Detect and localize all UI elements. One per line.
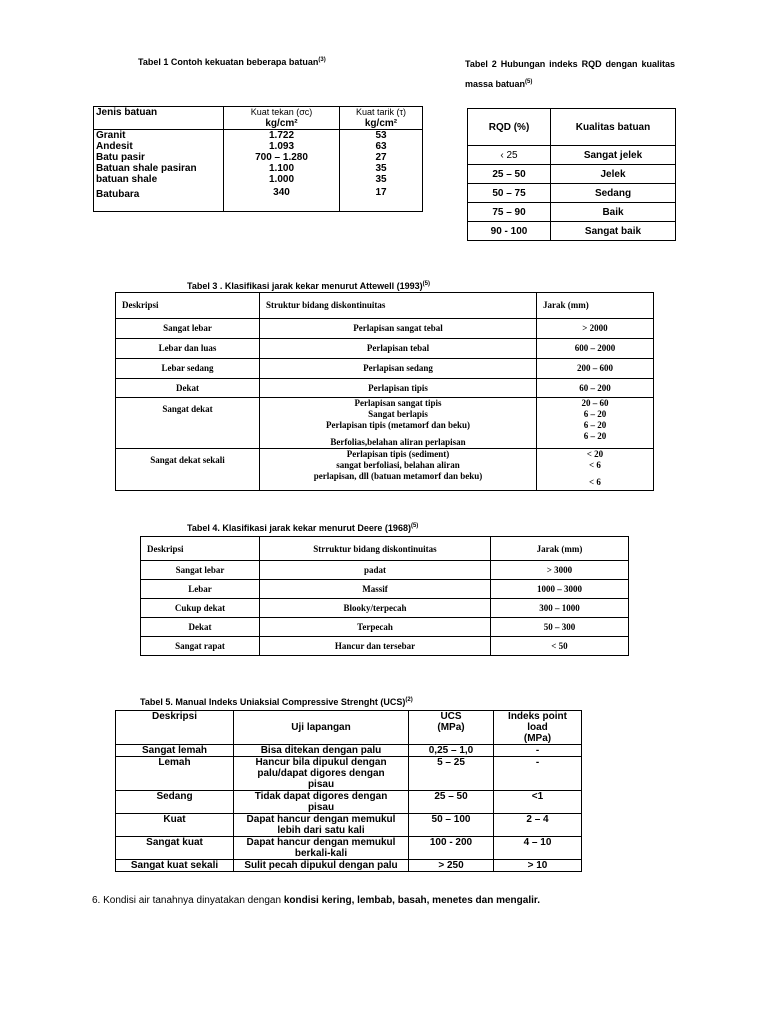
table-row: 50 – 75 Sedang	[468, 184, 676, 203]
table2-header-rqd: RQD (%)	[468, 109, 551, 146]
table-row: Sangat lemah Bisa ditekan dengan palu 0,25 – 1,0 -	[116, 745, 582, 757]
table4-header-struktur: Strruktur bidang diskontinuitas	[260, 537, 491, 561]
table5-header-ucs: UCS (MPa)	[409, 711, 494, 745]
table4-caption: Tabel 4. Klasifikasi jarak kekar menurut Deere $(1968)^{(5)}$	[187, 523, 419, 533]
table4-header-row	[141, 537, 629, 561]
table-row: Sangat lebar padat > 3000	[141, 561, 629, 580]
table3	[115, 292, 654, 491]
table-row: Granit 1.722 53	[94, 130, 423, 142]
table-row: Lebar Massif 1000 – 3000	[141, 580, 629, 599]
table-row: ‹ 25 Sangat jelek	[468, 146, 676, 165]
table-row: Sedang Tidak dapat digores dengan pisau 25 – 50 <1	[116, 791, 582, 814]
table2-header-kualitas: Kualitas batuan	[551, 109, 676, 146]
table5-header-row	[116, 711, 582, 745]
table-row: Sangat kuat sekali Sulit pecah dipukul dengan palu > 250 > 10	[116, 860, 582, 872]
table-row: 90 - 100 Sangat baik	[468, 222, 676, 241]
table5-header-deskripsi: Deskripsi	[116, 711, 234, 745]
table3-header-row	[116, 293, 654, 319]
table-row: Batu pasir 700 – 1.280 27	[94, 152, 423, 163]
table-row: Sangat kuat Dapat hancur dengan memukul berkali-kali 100 - 200 4 – 10	[116, 837, 582, 860]
table1-header-jenis: Jenis batuan	[94, 107, 224, 130]
table-row: Lebar dan luas Perlapisan tebal 600 – 2000	[116, 339, 654, 359]
table4	[140, 536, 629, 656]
table-row: Batuan shale pasiran 1.100 35	[94, 163, 423, 174]
table-row: Andesit 1.093 63	[94, 141, 423, 152]
table-row: 75 – 90 Baik	[468, 203, 676, 222]
table5-header-point: Indeks point load (MPa)	[494, 711, 582, 745]
table3-header-struktur: Struktur bidang diskontinuitas	[260, 293, 537, 319]
table-row: Sangat lebar Perlapisan sangat tebal > 2000	[116, 319, 654, 339]
table1-header-tekan: Kuat tekan (σc) kg/cm²	[224, 107, 340, 130]
table1-header-tarik: Kuat tarik (τ) kg/cm²	[340, 107, 423, 130]
table2-caption: Tabel 2 Hubungan indeks RQD dengan kualitas massa batuan$^{(5)}$	[465, 59, 675, 89]
table-row: Sangat dekat sekali Perlapisan tipis (sediment) sangat berfoliasi, belahan aliran perlapisan, dll (batuan metamorf dan beku) < 20 < 6 < 6	[116, 449, 654, 491]
table3-caption: Tabel 3 . Klasifikasi jarak kekar menurut Attewell $(1993)^{(5)}$	[187, 281, 430, 291]
table-row: Dekat Perlapisan tipis 60 – 200	[116, 379, 654, 398]
table1	[93, 106, 423, 212]
table-row: Sangat rapat Hancur dan tersebar < 50	[141, 637, 629, 656]
table1-header-row	[94, 107, 423, 130]
groundwater-note: 6. Kondisi air tanahnya dinyatakan dengan kondisi kering, lembab, basah, menetes dan mengalir.	[92, 895, 541, 906]
table-row: Lebar sedang Perlapisan sedang 200 – 600	[116, 359, 654, 379]
table4-header-deskripsi: Deskripsi	[141, 537, 260, 561]
table-row: Kuat Dapat hancur dengan memukul lebih dari satu kali 50 – 100 2 – 4	[116, 814, 582, 837]
table-row: Dekat Terpecah 50 – 300	[141, 618, 629, 637]
table3-header-jarak: Jarak (mm)	[537, 293, 654, 319]
table5-header-uji: Uji lapangan	[234, 711, 409, 745]
table-row: Lemah Hancur bila dipukul dengan palu/dapat digores dengan pisau 5 – 25 -	[116, 757, 582, 791]
table-row: Cukup dekat Blooky/terpecah 300 – 1000	[141, 599, 629, 618]
table-row: batuan shale 1.000 35	[94, 174, 423, 185]
table-row: 25 – 50 Jelek	[468, 165, 676, 184]
table3-header-deskripsi: Deskripsi	[116, 293, 260, 319]
table-row: Batubara 340 17	[94, 185, 423, 211]
table2-header-row	[468, 109, 676, 146]
table2	[467, 108, 676, 241]
table-row: Sangat dekat Perlapisan sangat tipis Sangat berlapis Perlapisan tipis (metamorf dan beku) Berfolias,belahan aliran perlapisan 20 – 60 6 – 20 6 – 20 6 – 20	[116, 398, 654, 449]
table5	[115, 710, 582, 872]
table4-header-jarak: Jarak (mm)	[491, 537, 629, 561]
table1-caption: Tabel 1 Contoh kekuatan beberapa batuan$^{(3)}$	[138, 57, 326, 67]
table5-caption: Tabel 5. Manual Indeks Uniaksial Compressive Strenght (UCS)$^{(2)}$	[140, 697, 413, 707]
